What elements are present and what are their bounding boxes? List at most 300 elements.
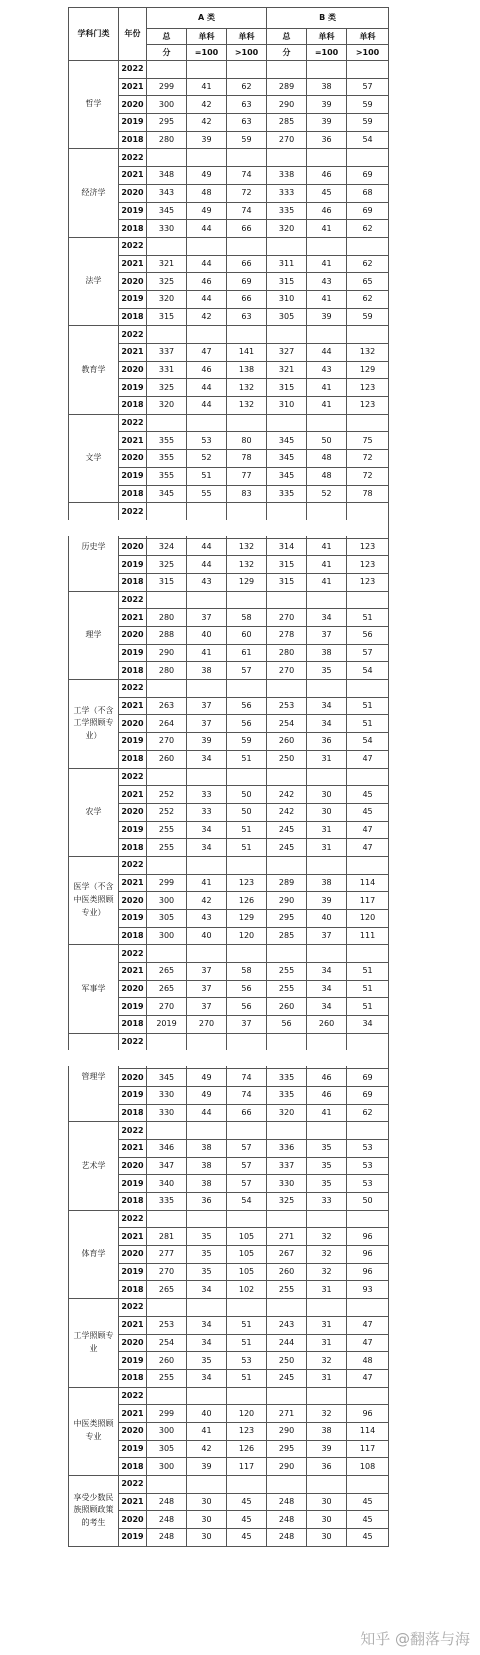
a-single-gt100-cell: 129 — [227, 573, 267, 591]
year-cell: 2021 — [119, 1228, 147, 1246]
score-sheet — [68, 7, 388, 1547]
b-total-cell: 248 — [267, 1529, 307, 1547]
b-single-le100-cell: 44 — [307, 344, 347, 362]
a-total-cell — [147, 768, 187, 786]
a-total-cell — [147, 237, 187, 255]
b-total-cell: 327 — [267, 344, 307, 362]
b-total-cell: 311 — [267, 255, 307, 273]
b-single-gt100-cell — [347, 1476, 389, 1494]
b-total-cell: 321 — [267, 361, 307, 379]
a-single-le100-cell — [187, 1122, 227, 1140]
b-single-le100-cell: 35 — [307, 662, 347, 680]
b-single-le100-cell: 35 — [307, 1139, 347, 1157]
header-group-b: B 类 — [267, 8, 389, 29]
a-total-cell: 330 — [147, 220, 187, 238]
b-single-gt100-cell: 68 — [347, 184, 389, 202]
category-cell: 体育学 — [69, 1210, 119, 1298]
b-single-le100-cell: 52 — [307, 485, 347, 503]
a-total-cell: 337 — [147, 344, 187, 362]
a-total-cell: 2019 — [147, 1016, 187, 1034]
a-total-cell — [147, 1299, 187, 1317]
b-total-cell — [267, 1122, 307, 1140]
b-total-cell: 255 — [267, 963, 307, 981]
b-single-le100-cell — [307, 149, 347, 167]
year-cell: 2019 — [119, 1352, 147, 1370]
a-single-gt100-cell: 74 — [227, 1069, 267, 1087]
b-single-gt100-cell: 123 — [347, 397, 389, 415]
b-single-le100-cell: 31 — [307, 821, 347, 839]
a-single-gt100-cell: 120 — [227, 927, 267, 945]
a-single-gt100-cell: 74 — [227, 167, 267, 185]
a-single-le100-cell: 34 — [187, 750, 227, 768]
a-total-cell: 265 — [147, 963, 187, 981]
b-single-gt100-cell: 123 — [347, 556, 389, 574]
b-single-gt100-cell: 72 — [347, 467, 389, 485]
b-single-gt100-cell — [347, 503, 389, 521]
a-total-cell: 299 — [147, 1405, 187, 1423]
a-single-gt100-cell: 59 — [227, 131, 267, 149]
b-single-gt100-cell: 62 — [347, 1104, 389, 1122]
a-single-gt100-cell — [227, 503, 267, 521]
b-single-le100-cell: 41 — [307, 220, 347, 238]
b-total-cell: 315 — [267, 379, 307, 397]
a-single-gt100-cell: 117 — [227, 1458, 267, 1476]
b-single-gt100-cell — [347, 591, 389, 609]
b-single-le100-cell: 41 — [307, 290, 347, 308]
year-cell: 2021 — [119, 1493, 147, 1511]
a-single-gt100-cell — [227, 237, 267, 255]
category-cell: 享受少数民族照顾政策的考生 — [69, 1476, 119, 1547]
a-single-le100-cell: 42 — [187, 308, 227, 326]
b-single-gt100-cell — [347, 149, 389, 167]
year-cell: 2021 — [119, 1139, 147, 1157]
b-single-le100-cell: 48 — [307, 467, 347, 485]
a-single-le100-cell: 41 — [187, 874, 227, 892]
year-cell: 2019 — [119, 556, 147, 574]
year-cell: 2020 — [119, 1246, 147, 1264]
b-single-gt100-cell: 75 — [347, 432, 389, 450]
b-single-gt100-cell: 56 — [347, 627, 389, 645]
a-single-le100-cell: 44 — [187, 255, 227, 273]
table-row — [69, 1122, 389, 1140]
year-cell: 2022 — [119, 149, 147, 167]
a-single-gt100-cell: 54 — [227, 1193, 267, 1211]
b-single-le100-cell — [307, 1476, 347, 1494]
year-cell: 2021 — [119, 786, 147, 804]
a-single-gt100-cell: 63 — [227, 96, 267, 114]
a-single-le100-cell: 35 — [187, 1228, 227, 1246]
a-total-cell: 299 — [147, 78, 187, 96]
a-single-gt100-cell: 66 — [227, 290, 267, 308]
b-single-gt100-cell: 120 — [347, 910, 389, 928]
a-single-le100-cell — [187, 326, 227, 344]
a-single-gt100-cell: 51 — [227, 821, 267, 839]
a-single-gt100-cell: 53 — [227, 1352, 267, 1370]
year-cell: 2020 — [119, 1422, 147, 1440]
a-single-gt100-cell: 69 — [227, 273, 267, 291]
b-single-le100-cell — [307, 326, 347, 344]
year-cell: 2020 — [119, 184, 147, 202]
b-total-cell: 56 — [267, 1016, 307, 1034]
b-total-cell: 335 — [267, 202, 307, 220]
b-single-le100-cell: 50 — [307, 432, 347, 450]
b-total-cell: 335 — [267, 1086, 307, 1104]
b-single-le100-cell — [307, 768, 347, 786]
a-single-gt100-cell: 51 — [227, 839, 267, 857]
b-total-cell: 289 — [267, 78, 307, 96]
a-total-cell: 264 — [147, 715, 187, 733]
a-single-gt100-cell: 61 — [227, 644, 267, 662]
b-total-cell: 242 — [267, 786, 307, 804]
year-cell: 2022 — [119, 680, 147, 698]
year-cell: 2022 — [119, 768, 147, 786]
b-total-cell: 245 — [267, 1369, 307, 1387]
a-single-le100-cell: 47 — [187, 344, 227, 362]
header-year: 年份 — [119, 8, 147, 61]
a-total-cell: 255 — [147, 1369, 187, 1387]
a-single-le100-cell: 30 — [187, 1493, 227, 1511]
b-single-gt100-cell: 48 — [347, 1352, 389, 1370]
b-single-gt100-cell — [347, 237, 389, 255]
b-single-le100-cell: 30 — [307, 786, 347, 804]
a-single-gt100-cell: 58 — [227, 963, 267, 981]
a-single-le100-cell: 44 — [187, 1104, 227, 1122]
a-total-cell: 280 — [147, 131, 187, 149]
a-total-cell: 325 — [147, 379, 187, 397]
a-single-gt100-cell: 102 — [227, 1281, 267, 1299]
a-total-cell — [147, 945, 187, 963]
a-single-le100-cell: 40 — [187, 927, 227, 945]
year-cell: 2020 — [119, 1069, 147, 1087]
b-total-cell: 245 — [267, 821, 307, 839]
a-single-le100-cell: 270 — [187, 1016, 227, 1034]
a-single-gt100-cell: 51 — [227, 1369, 267, 1387]
b-single-le100-cell: 32 — [307, 1263, 347, 1281]
b-total-cell: 271 — [267, 1228, 307, 1246]
b-single-le100-cell: 32 — [307, 1352, 347, 1370]
b-total-cell: 325 — [267, 1193, 307, 1211]
b-single-gt100-cell — [347, 680, 389, 698]
b-single-gt100-cell: 78 — [347, 485, 389, 503]
year-cell: 2021 — [119, 697, 147, 715]
year-cell: 2020 — [119, 450, 147, 468]
b-total-cell: 305 — [267, 308, 307, 326]
table-row — [69, 768, 389, 786]
a-single-gt100-cell — [227, 1476, 267, 1494]
a-single-gt100-cell: 51 — [227, 1316, 267, 1334]
b-single-le100-cell: 32 — [307, 1405, 347, 1423]
score-table — [68, 7, 389, 1547]
header-b-total: 总 — [267, 29, 307, 45]
b-single-gt100-cell: 54 — [347, 131, 389, 149]
b-single-gt100-cell: 62 — [347, 255, 389, 273]
a-total-cell: 321 — [147, 255, 187, 273]
a-single-le100-cell: 51 — [187, 467, 227, 485]
b-total-cell: 250 — [267, 1352, 307, 1370]
b-single-le100-cell: 45 — [307, 184, 347, 202]
b-total-cell — [267, 768, 307, 786]
b-total-cell — [267, 945, 307, 963]
b-single-le100-cell — [307, 856, 347, 874]
a-single-le100-cell — [187, 1033, 227, 1051]
a-total-cell: 280 — [147, 662, 187, 680]
b-total-cell: 248 — [267, 1511, 307, 1529]
a-single-le100-cell: 38 — [187, 1139, 227, 1157]
year-cell: 2022 — [119, 503, 147, 521]
b-single-gt100-cell: 129 — [347, 361, 389, 379]
a-single-le100-cell: 33 — [187, 786, 227, 804]
category-cell: 工学（不含工学照顾专业） — [69, 680, 119, 768]
a-single-le100-cell: 33 — [187, 803, 227, 821]
a-single-gt100-cell: 132 — [227, 556, 267, 574]
b-single-le100-cell — [307, 503, 347, 521]
year-cell: 2020 — [119, 96, 147, 114]
table-row — [69, 1299, 389, 1317]
b-total-cell: 290 — [267, 1458, 307, 1476]
table-row — [69, 1387, 389, 1405]
a-total-cell: 252 — [147, 803, 187, 821]
b-single-gt100-cell: 111 — [347, 927, 389, 945]
year-cell: 2021 — [119, 963, 147, 981]
b-total-cell: 335 — [267, 485, 307, 503]
a-single-gt100-cell: 58 — [227, 609, 267, 627]
a-total-cell: 255 — [147, 839, 187, 857]
category-cell: 工学照顾专业 — [69, 1299, 119, 1387]
b-single-le100-cell: 35 — [307, 1175, 347, 1193]
a-total-cell — [147, 61, 187, 79]
a-total-cell: 324 — [147, 538, 187, 556]
b-total-cell: 271 — [267, 1405, 307, 1423]
a-single-le100-cell: 30 — [187, 1511, 227, 1529]
a-single-le100-cell — [187, 414, 227, 432]
b-single-gt100-cell — [347, 1387, 389, 1405]
b-single-gt100-cell: 72 — [347, 450, 389, 468]
year-cell: 2019 — [119, 1529, 147, 1547]
b-single-gt100-cell: 117 — [347, 892, 389, 910]
header-a-single-le: 单科 — [187, 29, 227, 45]
a-single-gt100-cell: 45 — [227, 1511, 267, 1529]
b-single-le100-cell: 32 — [307, 1246, 347, 1264]
b-total-cell: 310 — [267, 290, 307, 308]
a-single-gt100-cell — [227, 1210, 267, 1228]
a-total-cell — [147, 1210, 187, 1228]
a-total-cell: 348 — [147, 167, 187, 185]
b-single-le100-cell: 38 — [307, 78, 347, 96]
b-single-gt100-cell: 45 — [347, 1529, 389, 1547]
a-total-cell: 340 — [147, 1175, 187, 1193]
a-single-le100-cell: 34 — [187, 839, 227, 857]
b-single-le100-cell: 38 — [307, 644, 347, 662]
a-total-cell: 248 — [147, 1529, 187, 1547]
a-single-gt100-cell: 74 — [227, 1086, 267, 1104]
a-single-gt100-cell: 62 — [227, 78, 267, 96]
year-cell: 2019 — [119, 1086, 147, 1104]
page-gap — [68, 520, 388, 536]
year-cell: 2020 — [119, 715, 147, 733]
category-cell: 医学（不含中医类照顾专业） — [69, 856, 119, 944]
b-single-gt100-cell: 117 — [347, 1440, 389, 1458]
a-total-cell — [147, 414, 187, 432]
b-single-le100-cell — [307, 1387, 347, 1405]
b-single-le100-cell — [307, 61, 347, 79]
year-cell: 2019 — [119, 467, 147, 485]
b-single-gt100-cell: 123 — [347, 379, 389, 397]
b-total-cell — [267, 149, 307, 167]
b-total-cell: 295 — [267, 910, 307, 928]
b-single-le100-cell: 34 — [307, 715, 347, 733]
a-single-le100-cell: 35 — [187, 1263, 227, 1281]
b-total-cell — [267, 680, 307, 698]
year-cell: 2018 — [119, 485, 147, 503]
a-single-le100-cell: 38 — [187, 1175, 227, 1193]
a-single-gt100-cell: 51 — [227, 1334, 267, 1352]
b-total-cell — [267, 1476, 307, 1494]
a-single-le100-cell: 44 — [187, 538, 227, 556]
b-single-le100-cell: 36 — [307, 733, 347, 751]
a-single-gt100-cell — [227, 680, 267, 698]
header-a-le100: =100 — [187, 45, 227, 61]
b-single-le100-cell: 34 — [307, 609, 347, 627]
a-single-le100-cell — [187, 945, 227, 963]
b-total-cell: 250 — [267, 750, 307, 768]
year-cell: 2020 — [119, 361, 147, 379]
a-single-gt100-cell: 66 — [227, 255, 267, 273]
a-single-le100-cell: 42 — [187, 96, 227, 114]
header-category: 学科门类 — [69, 8, 119, 61]
a-single-gt100-cell: 63 — [227, 308, 267, 326]
year-cell: 2021 — [119, 344, 147, 362]
a-single-gt100-cell: 50 — [227, 786, 267, 804]
a-single-gt100-cell: 105 — [227, 1246, 267, 1264]
year-cell: 2018 — [119, 1193, 147, 1211]
b-single-gt100-cell: 47 — [347, 821, 389, 839]
a-single-gt100-cell: 56 — [227, 980, 267, 998]
header-group-a: A 类 — [147, 8, 267, 29]
b-total-cell: 320 — [267, 1104, 307, 1122]
a-total-cell: 355 — [147, 432, 187, 450]
category-cell: 法学 — [69, 237, 119, 325]
a-single-le100-cell: 40 — [187, 627, 227, 645]
b-total-cell: 320 — [267, 220, 307, 238]
b-total-cell: 338 — [267, 167, 307, 185]
b-single-le100-cell: 39 — [307, 1440, 347, 1458]
b-single-gt100-cell: 54 — [347, 733, 389, 751]
year-cell: 2021 — [119, 1405, 147, 1423]
b-total-cell: 289 — [267, 874, 307, 892]
b-single-gt100-cell: 59 — [347, 308, 389, 326]
a-single-gt100-cell — [227, 768, 267, 786]
year-cell: 2021 — [119, 78, 147, 96]
page-gap — [68, 1050, 388, 1066]
a-single-le100-cell: 49 — [187, 1086, 227, 1104]
b-single-gt100-cell: 65 — [347, 273, 389, 291]
watermark: 知乎 @翻落与海 — [360, 1630, 470, 1648]
year-cell: 2018 — [119, 308, 147, 326]
b-total-cell: 337 — [267, 1157, 307, 1175]
b-total-cell — [267, 326, 307, 344]
b-total-cell: 254 — [267, 715, 307, 733]
a-total-cell: 355 — [147, 450, 187, 468]
table-row — [69, 856, 389, 874]
b-single-le100-cell: 38 — [307, 874, 347, 892]
a-total-cell: 270 — [147, 998, 187, 1016]
a-total-cell: 260 — [147, 750, 187, 768]
b-single-le100-cell: 32 — [307, 1228, 347, 1246]
b-single-gt100-cell: 62 — [347, 290, 389, 308]
b-single-le100-cell — [307, 1122, 347, 1140]
b-single-gt100-cell — [347, 1299, 389, 1317]
b-single-le100-cell: 46 — [307, 1069, 347, 1087]
b-total-cell: 243 — [267, 1316, 307, 1334]
b-total-cell: 260 — [267, 1263, 307, 1281]
b-single-le100-cell: 38 — [307, 1422, 347, 1440]
a-single-le100-cell — [187, 591, 227, 609]
a-single-le100-cell: 35 — [187, 1352, 227, 1370]
a-total-cell — [147, 1476, 187, 1494]
a-single-gt100-cell: 123 — [227, 1422, 267, 1440]
b-total-cell: 314 — [267, 538, 307, 556]
year-cell: 2019 — [119, 290, 147, 308]
b-single-gt100-cell: 53 — [347, 1157, 389, 1175]
a-total-cell: 248 — [147, 1493, 187, 1511]
b-single-gt100-cell: 59 — [347, 114, 389, 132]
b-single-gt100-cell: 59 — [347, 96, 389, 114]
a-single-le100-cell — [187, 61, 227, 79]
b-total-cell: 260 — [267, 998, 307, 1016]
a-single-gt100-cell: 57 — [227, 1139, 267, 1157]
b-total-cell: 242 — [267, 803, 307, 821]
a-single-gt100-cell: 126 — [227, 1440, 267, 1458]
header-a-total-2: 分 — [147, 45, 187, 61]
b-total-cell: 315 — [267, 556, 307, 574]
a-single-le100-cell: 37 — [187, 963, 227, 981]
a-single-le100-cell — [187, 149, 227, 167]
a-total-cell: 300 — [147, 1458, 187, 1476]
category-cell: 军事学 — [69, 945, 119, 1033]
a-single-le100-cell: 43 — [187, 573, 227, 591]
a-single-gt100-cell: 132 — [227, 538, 267, 556]
a-single-gt100-cell — [227, 856, 267, 874]
a-single-gt100-cell: 83 — [227, 485, 267, 503]
b-single-le100-cell: 36 — [307, 131, 347, 149]
table-row — [69, 1210, 389, 1228]
b-single-gt100-cell: 114 — [347, 1422, 389, 1440]
b-total-cell: 255 — [267, 1281, 307, 1299]
b-single-le100-cell: 41 — [307, 556, 347, 574]
year-cell: 2019 — [119, 114, 147, 132]
a-single-gt100-cell: 132 — [227, 379, 267, 397]
b-single-gt100-cell: 47 — [347, 839, 389, 857]
a-total-cell: 330 — [147, 1086, 187, 1104]
b-single-gt100-cell: 69 — [347, 1069, 389, 1087]
b-total-cell: 244 — [267, 1334, 307, 1352]
b-single-le100-cell: 41 — [307, 379, 347, 397]
a-single-gt100-cell: 60 — [227, 627, 267, 645]
a-single-le100-cell: 41 — [187, 78, 227, 96]
a-single-gt100-cell — [227, 1387, 267, 1405]
year-cell: 2020 — [119, 892, 147, 910]
b-single-gt100-cell: 51 — [347, 998, 389, 1016]
a-single-gt100-cell: 123 — [227, 874, 267, 892]
b-total-cell: 345 — [267, 432, 307, 450]
a-single-le100-cell: 44 — [187, 379, 227, 397]
b-single-le100-cell: 41 — [307, 1104, 347, 1122]
a-single-gt100-cell: 57 — [227, 662, 267, 680]
a-single-le100-cell: 42 — [187, 1440, 227, 1458]
b-single-le100-cell — [307, 591, 347, 609]
a-single-gt100-cell: 37 — [227, 1016, 267, 1034]
b-single-le100-cell: 48 — [307, 450, 347, 468]
